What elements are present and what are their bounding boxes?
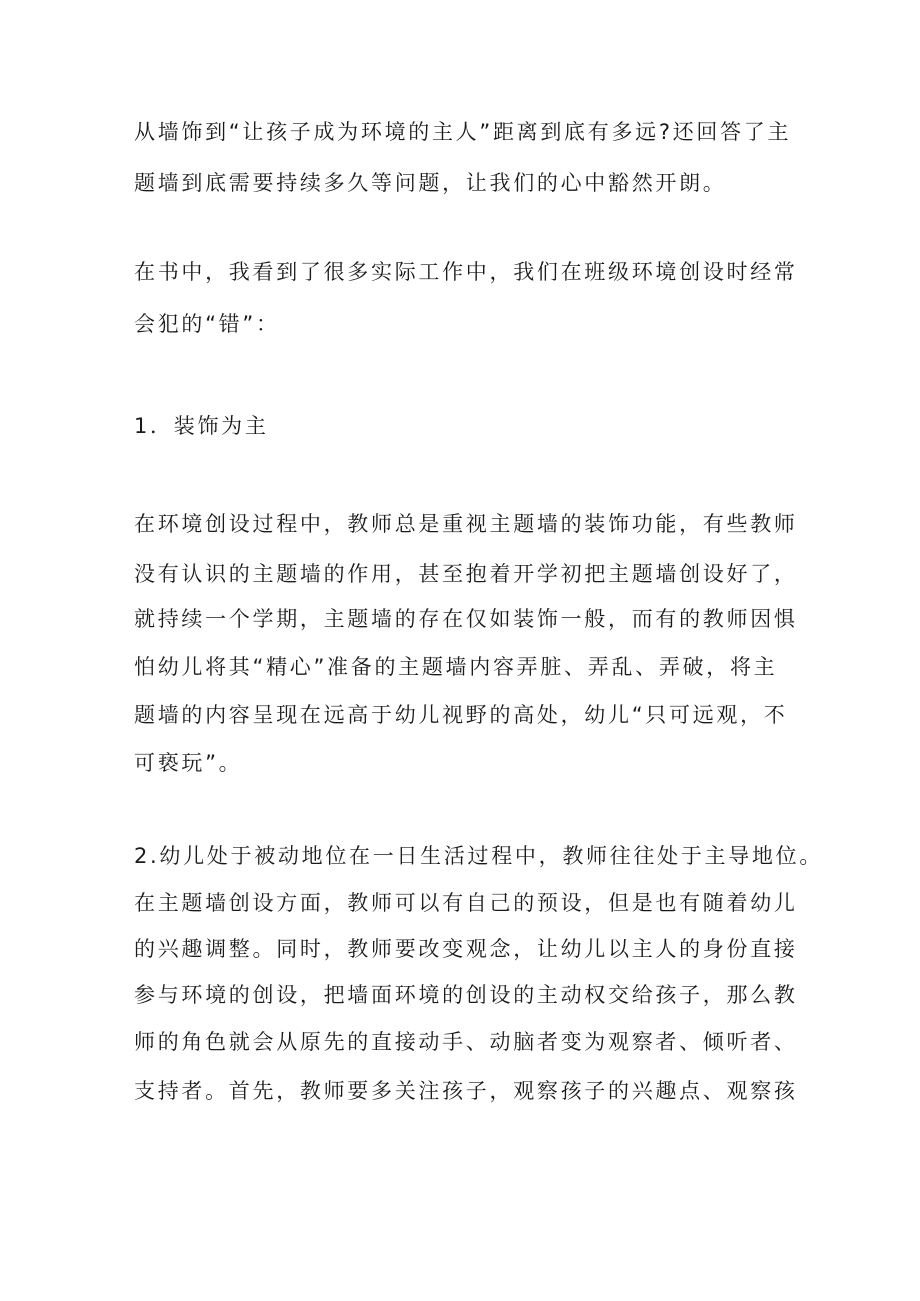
paragraph-3-line-4: 怕幼儿将其“精心”准备的主题墙内容弄脏、弄乱、弄破，将主: [134, 655, 778, 679]
paragraph-4-line-1: 2.幼儿处于被动地位在一日生活过程中，教师往往处于主导地位。: [134, 844, 824, 868]
paragraph-3-line-1: 在环境创设过程中，教师总是重视主题墙的装饰功能，有些教师: [134, 512, 798, 536]
section-heading-1: 1．装饰为主: [134, 414, 269, 438]
paragraph-1-line-1: 从墙饰到“让孩子成为环境的主人”距离到底有多远?还回答了主: [134, 120, 792, 144]
paragraph-3-line-3: 就持续一个学期，主题墙的存在仅如装饰一般，而有的教师因惧: [134, 607, 798, 631]
paragraph-4-line-2: 在主题墙创设方面，教师可以有自己的预设，但是也有随着幼儿: [134, 891, 798, 915]
paragraph-4-line-5: 师的角色就会从原先的直接动手、动脑者变为观察者、倾听者、: [134, 1030, 798, 1054]
paragraph-2-line-1: 在书中，我看到了很多实际工作中，我们在班级环境创设时经常: [134, 260, 798, 284]
paragraph-3-line-6: 可亵玩”。: [134, 751, 243, 775]
paragraph-1-line-2: 题墙到底需要持续多久等问题，让我们的心中豁然开朗。: [134, 171, 727, 195]
paragraph-4-line-4: 参与环境的创设，把墙面环境的创设的主动权交给孩子，那么教: [134, 983, 798, 1007]
paragraph-4-line-3: 的兴趣调整。同时，教师要改变观念，让幼儿以主人的身份直接: [134, 937, 798, 961]
paragraph-3-line-2: 没有认识的主题墙的作用，甚至抱着开学初把主题墙创设好了，: [134, 562, 798, 586]
paragraph-2-line-2: 会犯的“错”：: [134, 312, 280, 336]
paragraph-4-line-6: 支持者。首先，教师要多关注孩子，观察孩子的兴趣点、观察孩: [134, 1079, 798, 1103]
paragraph-3-line-5: 题墙的内容呈现在远高于幼儿视野的高处，幼儿“只可远观，不: [134, 703, 788, 727]
